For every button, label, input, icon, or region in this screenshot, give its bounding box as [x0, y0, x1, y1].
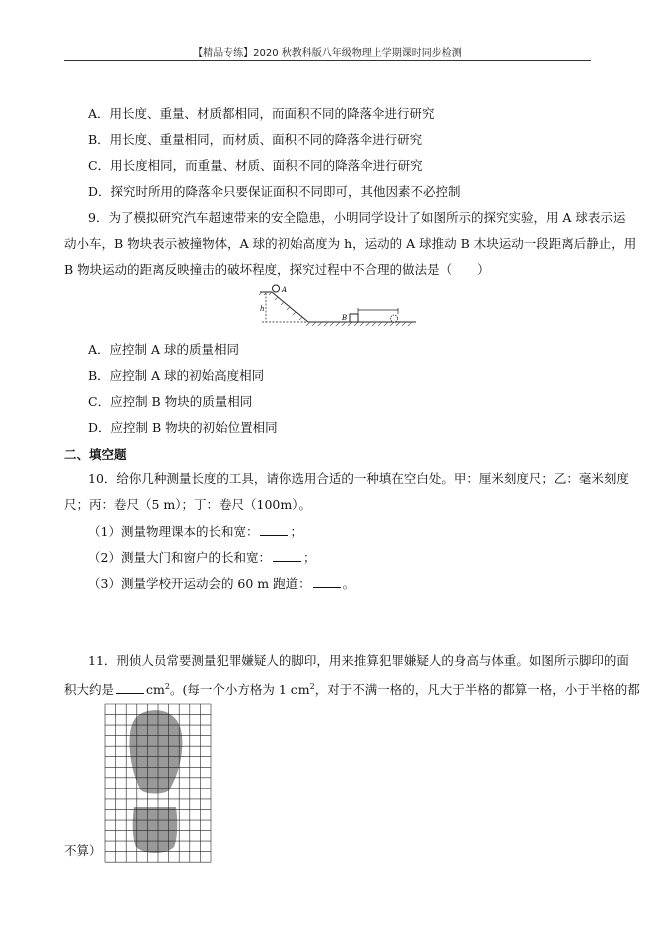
- q8-option-a: A．用长度、重量、材质都相同，而面积不同的降落伞进行研究: [88, 106, 435, 121]
- footprint-sole: [129, 710, 182, 793]
- page-header: 【精品专练】2020 秋教科版八年级物理上学期课时同步检测: [193, 48, 462, 59]
- label-b: B: [342, 314, 348, 322]
- answer-blank[interactable]: [273, 549, 301, 562]
- q8-option-d: D．探究时所用的降落伞只要保证面积不同即可，其他因素不必控制: [88, 184, 461, 199]
- answer-blank[interactable]: [260, 523, 288, 536]
- answer-blank[interactable]: [313, 575, 341, 588]
- q10-item-1: （1）测量物理课本的长和宽： ；: [88, 524, 303, 539]
- q10-item-3: （3）测量学校开运动会的 60 m 跑道： 。: [88, 576, 356, 591]
- section-title: 二、填空题: [64, 447, 127, 462]
- q11-stem-line2: 积大约是 $cm^2$。(每一个小方格为 1 $cm^2$，对于不满一格的，凡大于半格的都算一格，小于半格的都: [64, 682, 640, 698]
- footprint-heel: [133, 807, 178, 853]
- q9-stem-line2: 动小车，B 物块表示被撞物体，A 球的初始高度为 h，运动的 A 球推动 B 木块运动一段距离后静止，用: [64, 236, 637, 251]
- q9-option-b: B．应控制 A 球的初始高度相同: [88, 368, 265, 383]
- q11-stem-line3: 不算）: [64, 843, 102, 858]
- q11-stem-line1: 11．刑侦人员常要测量犯罪嫌疑人的脚印，用来推算犯罪嫌疑人的身高与体重。如图所示脚印的面: [88, 653, 629, 668]
- q10-stem-line1: 10．给你几种测量长度的工具，请你选用合适的一种填在空白处。甲：厘米刻度尺；乙：毫米刻度: [88, 471, 629, 486]
- q8-option-b: B．用长度、重量相同，而材质、面积不同的降落伞进行研究: [88, 132, 423, 147]
- header-rule: [64, 60, 591, 61]
- q9-stem-line1: 9．为了模拟研究汽车超速带来的安全隐患，小明同学设计了如图所示的探究实验，用 A 球表示运: [88, 210, 626, 225]
- q9-option-d: D．应控制 B 物块的初始位置相同: [88, 420, 278, 435]
- q9-stem-line3: B 物块运动的距离反映撞击的破坏程度，探究过程中不合理的做法是（ ）: [64, 262, 490, 277]
- label-h: h: [260, 305, 265, 313]
- block-b: [350, 314, 358, 322]
- q8-option-c: C．用长度相同，而重量、材质、面积不同的降落伞进行研究: [88, 158, 423, 173]
- label-a: A: [282, 286, 288, 294]
- ball-a: [273, 285, 280, 292]
- q9-option-c: C．应控制 B 物块的质量相同: [88, 394, 253, 409]
- answer-blank[interactable]: [116, 681, 144, 694]
- q10-stem-line2: 尺；丙：卷尺（5 m）；丁：卷尺（100m）。: [64, 497, 311, 512]
- footprint-grid-figure: [104, 703, 214, 863]
- q9-ramp-figure: [250, 284, 420, 330]
- q10-item-2: （2）测量大门和窗户的长和宽： ；: [88, 550, 316, 565]
- q9-option-a: A．应控制 A 球的质量相同: [88, 342, 240, 357]
